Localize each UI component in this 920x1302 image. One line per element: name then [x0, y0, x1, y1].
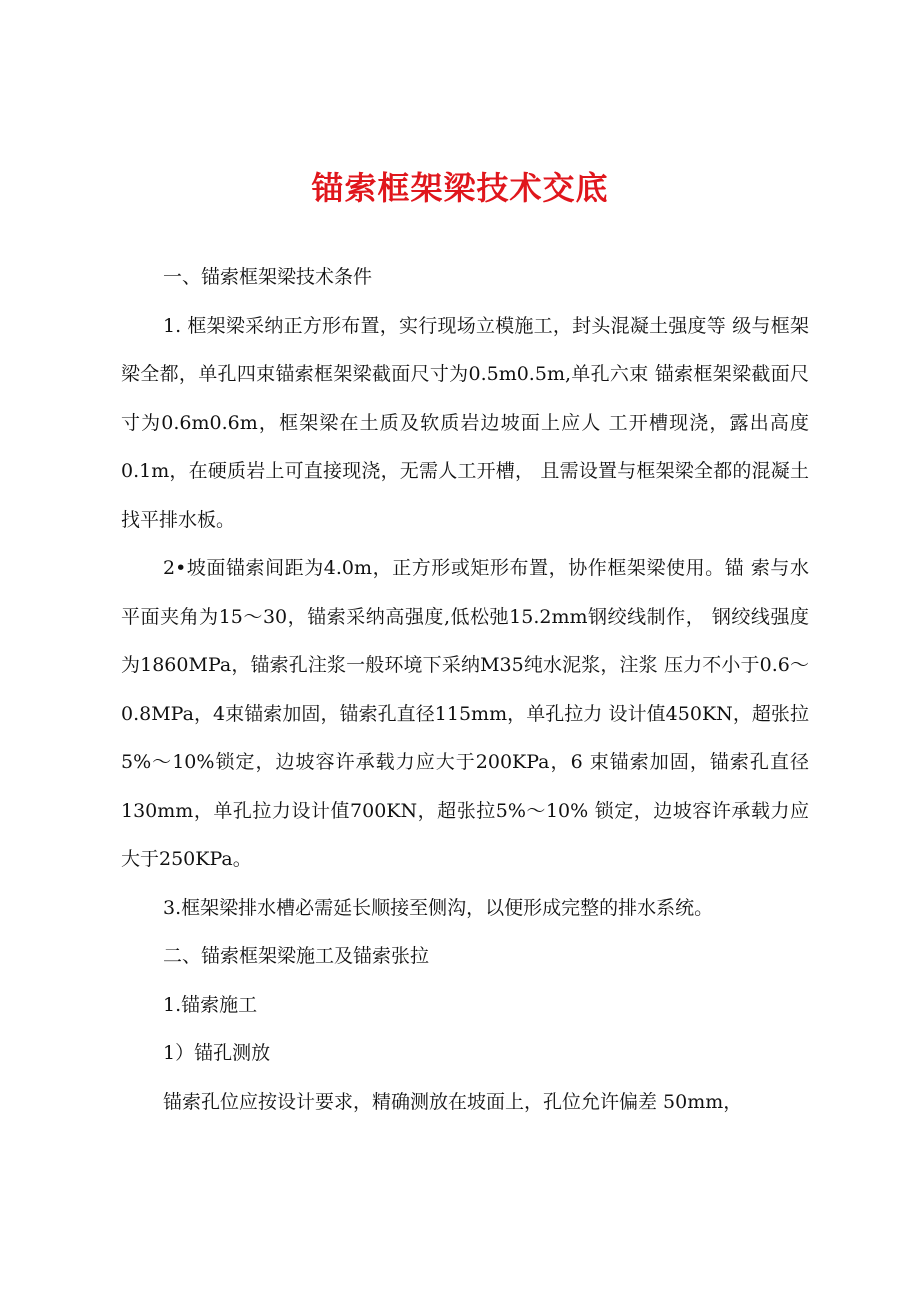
- paragraph-2: 2•坡面锚索间距为4.0m，正方形或矩形布置，协作框架梁使用。锚 索与水平面夹角为15〜30，锚索采纳高强度,低松弛15.2mm钢绞线制作， 钢绞线强度为1860MPa，锚索孔注浆一般环境下采纳M35纯水泥浆，注浆 压力不小于0.6〜0.8MPa，4束锚索加固，锚索孔直径115mm，单孔拉力 设计值450KN，超张拉5%〜10%锁定，边坡容许承载力应大于200KPa，6 束锚索加固，锚索孔直径130mm，单孔拉力设计值700KN，超张拉5%〜10% 锁定，边坡容许承载力应大于250KPa。: [121, 557, 809, 870]
- document-title: 锚索框架梁技术交底: [311, 169, 609, 207]
- section-heading-1: 一、锚索框架梁技术条件: [163, 266, 373, 288]
- paragraph-4: 锚索孔位应按设计要求，精确测放在坡面上，孔位允许偏差 50mm，: [163, 1090, 743, 1113]
- subsection-heading: 1.锚索施工: [163, 993, 258, 1016]
- document-body: [121, 253, 809, 1126]
- item-heading: 1）锚孔测放: [163, 1042, 271, 1064]
- section-heading-2: 二、锚索框架梁施工及锚索张拉: [163, 945, 430, 967]
- paragraph-1: 1. 框架梁采纳正方形布置，实行现场立模施工，封头混凝土强度等 级与框架梁全都，单孔四束锚索框架梁截面尺寸为0.5m0.5m,单孔六束 锚索框架梁截面尺寸为0.6m0.6m，框架梁在土质及软质岩边坡面上应人 工开槽现浇，露出高度0.1m，在硬质岩上可直接现浇，无需人工开槽， 且需设置与框架梁全都的混凝土找平排水板。: [121, 314, 809, 531]
- paragraph-3: 3.框架梁排水槽必需延长顺接至侧沟，以便形成完整的排水系统。: [163, 896, 714, 919]
